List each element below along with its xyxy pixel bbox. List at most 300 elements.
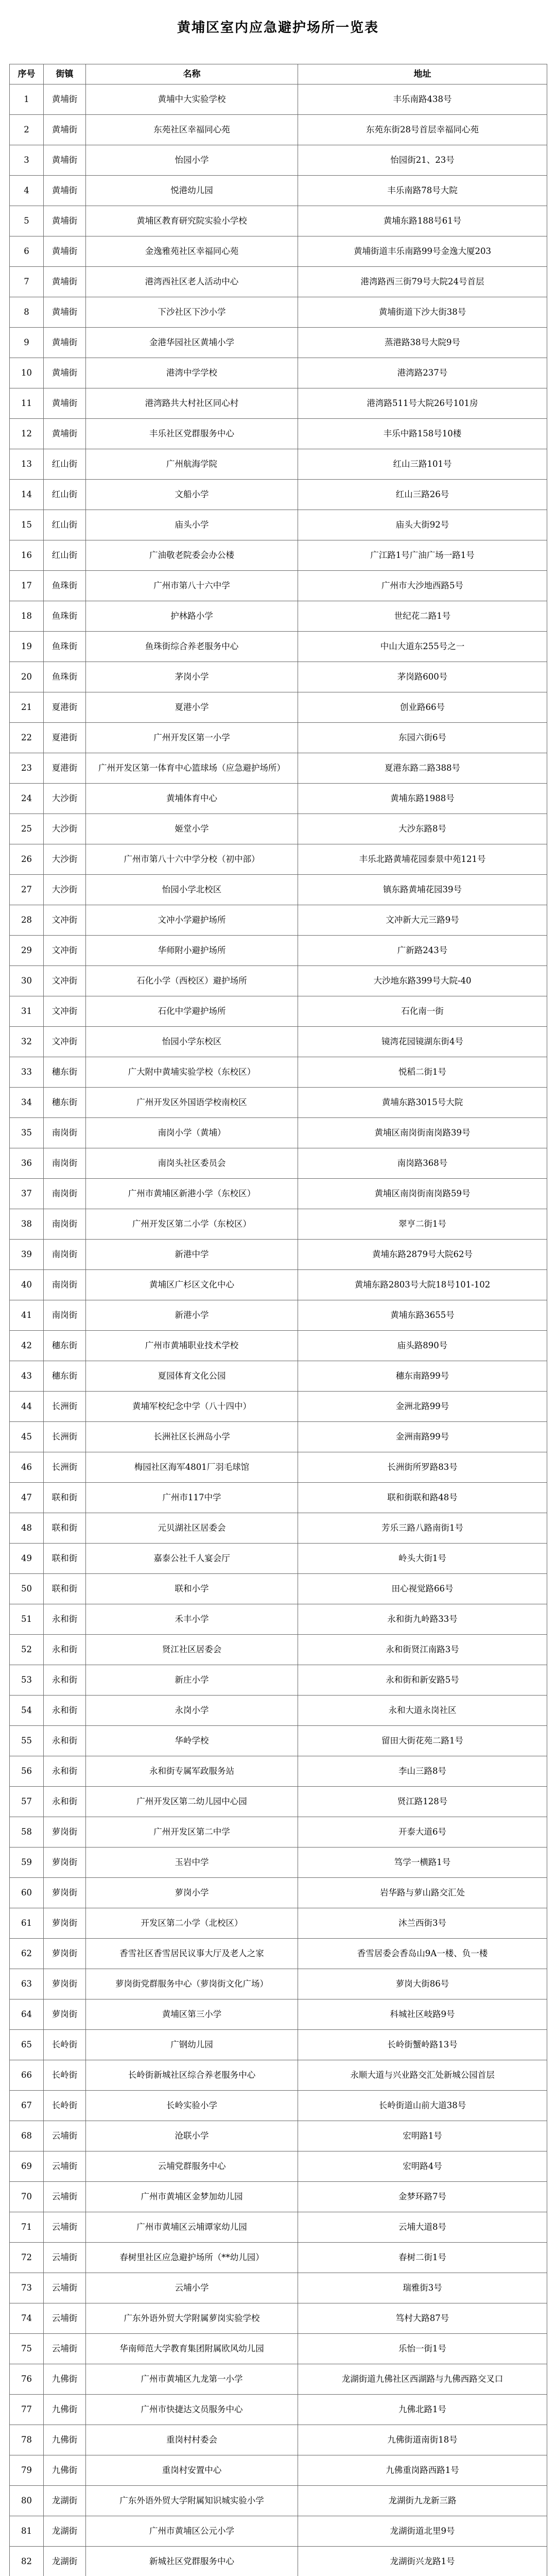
table-row xyxy=(10,1148,547,1179)
cell-street: 云埔街 xyxy=(44,2273,86,2303)
table-row xyxy=(10,1179,547,1209)
table-row xyxy=(10,297,547,328)
cell-name: 云埔小学 xyxy=(86,2273,298,2303)
cell-no: 39 xyxy=(10,1240,44,1270)
cell-name: 新庄小学 xyxy=(86,1665,298,1696)
cell-name: 下沙社区下沙小学 xyxy=(86,297,298,328)
cell-name: 华南师范大学教育集团附属欧风幼儿园 xyxy=(86,2334,298,2364)
cell-address: 港湾路237号 xyxy=(298,358,547,388)
cell-street: 长洲街 xyxy=(44,1422,86,1452)
table-row xyxy=(10,236,547,267)
cell-name: 夏港小学 xyxy=(86,692,298,723)
cell-address: 永顺大道与兴业路交汇处新城公园首层 xyxy=(298,2060,547,2091)
cell-street: 长岭街 xyxy=(44,2091,86,2121)
header-address: 地址 xyxy=(298,64,547,84)
table-row xyxy=(10,1088,547,1118)
cell-address: 瑞雅街3号 xyxy=(298,2273,547,2303)
cell-address: 黄埔东路2803号大院18号101-102 xyxy=(298,1270,547,1300)
cell-no: 77 xyxy=(10,2395,44,2425)
cell-address: 东苑东街28号首层幸福同心苑 xyxy=(298,115,547,145)
cell-name: 黄埔区第三小学 xyxy=(86,1999,298,2030)
cell-name: 广州市黄埔区云埔谭家幼儿园 xyxy=(86,2212,298,2243)
cell-no: 50 xyxy=(10,1574,44,1604)
cell-address: 乐怡一街1号 xyxy=(298,2334,547,2364)
cell-no: 47 xyxy=(10,1483,44,1513)
cell-name: 文船小学 xyxy=(86,480,298,510)
table-row xyxy=(10,753,547,784)
table-row xyxy=(10,540,547,571)
cell-no: 49 xyxy=(10,1544,44,1574)
cell-name: 新港中学 xyxy=(86,1240,298,1270)
table-row xyxy=(10,1452,547,1483)
cell-no: 34 xyxy=(10,1088,44,1118)
cell-name: 开发区第二小学（北校区） xyxy=(86,1908,298,1939)
cell-address: 石化南一街 xyxy=(298,996,547,1027)
cell-no: 74 xyxy=(10,2303,44,2334)
table-row xyxy=(10,449,547,480)
cell-street: 鱼珠街 xyxy=(44,571,86,601)
cell-no: 75 xyxy=(10,2334,44,2364)
cell-no: 58 xyxy=(10,1817,44,1848)
table-row xyxy=(10,1483,547,1513)
table-row xyxy=(10,510,547,540)
cell-address: 芳乐三路八路南街1号 xyxy=(298,1513,547,1544)
table-row xyxy=(10,844,547,875)
cell-street: 九佛街 xyxy=(44,2364,86,2395)
cell-no: 8 xyxy=(10,297,44,328)
cell-address: 创业路66号 xyxy=(298,692,547,723)
table-row xyxy=(10,2212,547,2243)
cell-street: 黄埔街 xyxy=(44,388,86,419)
cell-street: 黄埔街 xyxy=(44,267,86,297)
cell-street: 红山街 xyxy=(44,510,86,540)
cell-street: 红山街 xyxy=(44,480,86,510)
cell-no: 67 xyxy=(10,2091,44,2121)
table-row xyxy=(10,996,547,1027)
cell-no: 19 xyxy=(10,632,44,662)
cell-address: 中山大道东255号之一 xyxy=(298,632,547,662)
cell-no: 24 xyxy=(10,784,44,814)
cell-no: 18 xyxy=(10,601,44,632)
cell-address: 笃村大路87号 xyxy=(298,2303,547,2334)
cell-name: 重岗村村委会 xyxy=(86,2425,298,2455)
table-row xyxy=(10,2121,547,2151)
cell-no: 37 xyxy=(10,1179,44,1209)
table-row xyxy=(10,1848,547,1878)
cell-no: 15 xyxy=(10,510,44,540)
cell-no: 21 xyxy=(10,692,44,723)
cell-street: 大沙街 xyxy=(44,784,86,814)
header-no: 序号 xyxy=(10,64,44,84)
cell-address: 黄埔区南岗街南岗路39号 xyxy=(298,1118,547,1148)
table-row xyxy=(10,1878,547,1908)
cell-no: 4 xyxy=(10,176,44,206)
cell-street: 鱼珠街 xyxy=(44,632,86,662)
cell-no: 61 xyxy=(10,1908,44,1939)
table-row xyxy=(10,936,547,966)
cell-address: 永和街贤江南路3号 xyxy=(298,1635,547,1665)
cell-street: 龙湖街 xyxy=(44,2486,86,2516)
cell-no: 79 xyxy=(10,2455,44,2486)
table-row xyxy=(10,1422,547,1452)
cell-address: 广江路1号广油广场一路1号 xyxy=(298,540,547,571)
cell-no: 30 xyxy=(10,966,44,996)
cell-name: 石化中学避护场所 xyxy=(86,996,298,1027)
cell-name: 永岗小学 xyxy=(86,1696,298,1726)
cell-address: 镜湾花园镜湖东街4号 xyxy=(298,1027,547,1057)
cell-street: 萝岗街 xyxy=(44,1999,86,2030)
cell-street: 文冲街 xyxy=(44,905,86,936)
cell-name: 梅园社区海军4801厂羽毛球馆 xyxy=(86,1452,298,1483)
table-row xyxy=(10,1057,547,1088)
cell-name: 金港华园社区黄埔小学 xyxy=(86,328,298,358)
table-row xyxy=(10,2303,547,2334)
table-row xyxy=(10,388,547,419)
cell-address: 龙湖街兴龙路1号 xyxy=(298,2547,547,2576)
cell-name: 广州开发区第一小学 xyxy=(86,723,298,753)
cell-address: 丰乐南路78号大院 xyxy=(298,176,547,206)
table-row xyxy=(10,1544,547,1574)
cell-street: 南岗街 xyxy=(44,1209,86,1240)
cell-address: 黄埔东路1988号 xyxy=(298,784,547,814)
cell-no: 59 xyxy=(10,1848,44,1878)
cell-address: 穗东南路99号 xyxy=(298,1361,547,1392)
cell-address: 黄埔区南岗街南岗路59号 xyxy=(298,1179,547,1209)
cell-street: 夏港街 xyxy=(44,723,86,753)
cell-address: 黄埔街道丰乐南路99号金逸大厦203 xyxy=(298,236,547,267)
cell-name: 怡园小学东校区 xyxy=(86,1027,298,1057)
cell-no: 51 xyxy=(10,1604,44,1635)
cell-street: 萝岗街 xyxy=(44,1939,86,1969)
cell-address: 金梦环路7号 xyxy=(298,2182,547,2212)
cell-address: 贤江路128号 xyxy=(298,1787,547,1817)
cell-address: 云埔大道8号 xyxy=(298,2212,547,2243)
cell-no: 10 xyxy=(10,358,44,388)
cell-name: 护林路小学 xyxy=(86,601,298,632)
table-row xyxy=(10,723,547,753)
cell-no: 16 xyxy=(10,540,44,571)
cell-name: 重岗村安置中心 xyxy=(86,2455,298,2486)
cell-no: 62 xyxy=(10,1939,44,1969)
cell-street: 黄埔街 xyxy=(44,145,86,176)
cell-address: 大沙东路8号 xyxy=(298,814,547,844)
cell-street: 南岗街 xyxy=(44,1179,86,1209)
cell-street: 黄埔街 xyxy=(44,206,86,236)
table-row xyxy=(10,176,547,206)
cell-street: 云埔街 xyxy=(44,2334,86,2364)
cell-no: 57 xyxy=(10,1787,44,1817)
table-row xyxy=(10,2273,547,2303)
cell-street: 黄埔街 xyxy=(44,328,86,358)
cell-no: 45 xyxy=(10,1422,44,1452)
cell-address: 港湾路511号大院26号101房 xyxy=(298,388,547,419)
table-row xyxy=(10,1817,547,1848)
cell-name: 港湾中学学校 xyxy=(86,358,298,388)
cell-street: 永和街 xyxy=(44,1604,86,1635)
cell-name: 广州市黄埔职业技术学校 xyxy=(86,1331,298,1361)
cell-no: 20 xyxy=(10,662,44,692)
cell-street: 穗东街 xyxy=(44,1057,86,1088)
table-row xyxy=(10,2425,547,2455)
cell-street: 文冲街 xyxy=(44,966,86,996)
cell-street: 萝岗街 xyxy=(44,1969,86,1999)
table-row xyxy=(10,632,547,662)
cell-no: 71 xyxy=(10,2212,44,2243)
cell-no: 48 xyxy=(10,1513,44,1544)
cell-name: 夏园体育文化公园 xyxy=(86,1361,298,1392)
cell-no: 80 xyxy=(10,2486,44,2516)
cell-name: 姬堂小学 xyxy=(86,814,298,844)
table-row xyxy=(10,1726,547,1756)
cell-name: 南岗小学（黄埔） xyxy=(86,1118,298,1148)
cell-street: 鱼珠街 xyxy=(44,601,86,632)
cell-address: 港湾路西三街79号大院24号首层 xyxy=(298,267,547,297)
cell-name: 广州开发区第二小学（东校区） xyxy=(86,1209,298,1240)
cell-street: 九佛街 xyxy=(44,2395,86,2425)
cell-address: 红山三路101号 xyxy=(298,449,547,480)
table-body xyxy=(10,84,547,2576)
cell-name: 广州开发区第二幼儿园中心园 xyxy=(86,1787,298,1817)
cell-no: 55 xyxy=(10,1726,44,1756)
cell-street: 长岭街 xyxy=(44,2060,86,2091)
cell-name: 文冲小学避护场所 xyxy=(86,905,298,936)
cell-name: 永和街专属军政服务站 xyxy=(86,1756,298,1787)
cell-address: 蒸港路38号大院9号 xyxy=(298,328,547,358)
cell-address: 龙湖街道北里9号 xyxy=(298,2516,547,2547)
table-row xyxy=(10,2091,547,2121)
header-street: 街镇 xyxy=(44,64,86,84)
table-row xyxy=(10,1939,547,1969)
cell-no: 2 xyxy=(10,115,44,145)
cell-no: 33 xyxy=(10,1057,44,1088)
cell-street: 黄埔街 xyxy=(44,419,86,449)
cell-name: 鱼珠街综合养老服务中心 xyxy=(86,632,298,662)
cell-no: 53 xyxy=(10,1665,44,1696)
table-row xyxy=(10,1392,547,1422)
cell-street: 萝岗街 xyxy=(44,1817,86,1848)
cell-no: 70 xyxy=(10,2182,44,2212)
cell-street: 黄埔街 xyxy=(44,297,86,328)
cell-street: 云埔街 xyxy=(44,2212,86,2243)
cell-name: 广州市黄埔区九龙第一小学 xyxy=(86,2364,298,2395)
table-row xyxy=(10,1604,547,1635)
cell-name: 广州市黄埔区金梦加幼儿园 xyxy=(86,2182,298,2212)
page-title: 黄埔区室内应急避护场所一览表 xyxy=(177,20,379,36)
cell-street: 夏港街 xyxy=(44,753,86,784)
cell-no: 31 xyxy=(10,996,44,1027)
cell-street: 南岗街 xyxy=(44,1300,86,1331)
cell-address: 黄埔东路3015号大院 xyxy=(298,1088,547,1118)
cell-name: 长岭街新城社区综合养老服务中心 xyxy=(86,2060,298,2091)
cell-no: 29 xyxy=(10,936,44,966)
cell-street: 穗东街 xyxy=(44,1088,86,1118)
cell-street: 南岗街 xyxy=(44,1270,86,1300)
cell-address: 黄埔东路2879号大院62号 xyxy=(298,1240,547,1270)
cell-name: 禾丰小学 xyxy=(86,1604,298,1635)
cell-address: 东园六街6号 xyxy=(298,723,547,753)
cell-name: 港湾路共大村社区同心村 xyxy=(86,388,298,419)
table-row xyxy=(10,1027,547,1057)
table-row xyxy=(10,419,547,449)
cell-street: 联和街 xyxy=(44,1483,86,1513)
cell-no: 63 xyxy=(10,1969,44,1999)
cell-name: 庙头小学 xyxy=(86,510,298,540)
cell-address: 庙头路890号 xyxy=(298,1331,547,1361)
cell-street: 南岗街 xyxy=(44,1148,86,1179)
table-row xyxy=(10,1969,547,1999)
cell-street: 永和街 xyxy=(44,1635,86,1665)
table-row xyxy=(10,1756,547,1787)
cell-address: 金洲北路99号 xyxy=(298,1392,547,1422)
cell-name: 广东外语外贸大学附属知识城实验小学 xyxy=(86,2486,298,2516)
cell-no: 35 xyxy=(10,1118,44,1148)
cell-address: 萝岗大街86号 xyxy=(298,1969,547,1999)
cell-no: 82 xyxy=(10,2547,44,2576)
table-row xyxy=(10,2395,547,2425)
cell-no: 22 xyxy=(10,723,44,753)
cell-name: 南岗头社区委员会 xyxy=(86,1148,298,1179)
cell-no: 73 xyxy=(10,2273,44,2303)
cell-address: 龙湖街道九佛社区西湖路与九佛西路交叉口 xyxy=(298,2364,547,2395)
table-row xyxy=(10,115,547,145)
table-row xyxy=(10,784,547,814)
cell-no: 11 xyxy=(10,388,44,419)
table-row xyxy=(10,814,547,844)
cell-street: 南岗街 xyxy=(44,1118,86,1148)
cell-address: 沐兰西街3号 xyxy=(298,1908,547,1939)
cell-address: 李山三路8号 xyxy=(298,1756,547,1787)
table-row xyxy=(10,2060,547,2091)
table-row xyxy=(10,2486,547,2516)
cell-address: 九佛街道南街18号 xyxy=(298,2425,547,2455)
cell-name: 沧联小学 xyxy=(86,2121,298,2151)
cell-no: 32 xyxy=(10,1027,44,1057)
cell-address: 文冲新大元三路9号 xyxy=(298,905,547,936)
cell-street: 红山街 xyxy=(44,449,86,480)
cell-address: 庙头大街92号 xyxy=(298,510,547,540)
cell-no: 40 xyxy=(10,1270,44,1300)
cell-address: 九佛北路1号 xyxy=(298,2395,547,2425)
cell-address: 世纪花二路1号 xyxy=(298,601,547,632)
cell-name: 广州航海学院 xyxy=(86,449,298,480)
cell-no: 64 xyxy=(10,1999,44,2030)
cell-no: 81 xyxy=(10,2516,44,2547)
cell-name: 广大附中黄埔实验学校（东校区） xyxy=(86,1057,298,1088)
cell-street: 文冲街 xyxy=(44,936,86,966)
cell-name: 广州市第八十六中学分校（初中部） xyxy=(86,844,298,875)
cell-no: 13 xyxy=(10,449,44,480)
cell-no: 54 xyxy=(10,1696,44,1726)
cell-address: 翠亨二街1号 xyxy=(298,1209,547,1240)
cell-no: 60 xyxy=(10,1878,44,1908)
cell-name: 黄埔中大实验学校 xyxy=(86,84,298,115)
cell-name: 广州市黄埔区公元小学 xyxy=(86,2516,298,2547)
table-row xyxy=(10,2547,547,2576)
cell-name: 丰乐社区党群服务中心 xyxy=(86,419,298,449)
table-row xyxy=(10,1665,547,1696)
table-row xyxy=(10,692,547,723)
cell-no: 7 xyxy=(10,267,44,297)
cell-no: 6 xyxy=(10,236,44,267)
cell-street: 萝岗街 xyxy=(44,1878,86,1908)
cell-name: 怡园小学北校区 xyxy=(86,875,298,905)
cell-name: 嘉泰公社千人宴会厅 xyxy=(86,1544,298,1574)
cell-name: 广州市第八十六中学 xyxy=(86,571,298,601)
cell-street: 文冲街 xyxy=(44,1027,86,1057)
cell-street: 永和街 xyxy=(44,1726,86,1756)
cell-address: 黄埔街道下沙大街38号 xyxy=(298,297,547,328)
table-row xyxy=(10,1118,547,1148)
cell-name: 东苑社区幸福同心苑 xyxy=(86,115,298,145)
cell-address: 联和街联和路48号 xyxy=(298,1483,547,1513)
cell-address: 永和大道永岗社区 xyxy=(298,1696,547,1726)
cell-street: 穗东街 xyxy=(44,1331,86,1361)
table-row xyxy=(10,2030,547,2060)
cell-street: 九佛街 xyxy=(44,2425,86,2455)
cell-address: 春树二街1号 xyxy=(298,2243,547,2273)
cell-no: 78 xyxy=(10,2425,44,2455)
table-row xyxy=(10,1300,547,1331)
cell-no: 28 xyxy=(10,905,44,936)
cell-no: 65 xyxy=(10,2030,44,2060)
cell-name: 新城社区党群服务中心 xyxy=(86,2547,298,2576)
cell-address: 长岭街道山前大道38号 xyxy=(298,2091,547,2121)
cell-street: 云埔街 xyxy=(44,2182,86,2212)
cell-street: 鱼珠街 xyxy=(44,662,86,692)
cell-address: 九佛重岗路西路1号 xyxy=(298,2455,547,2486)
cell-street: 联和街 xyxy=(44,1574,86,1604)
table-row xyxy=(10,2334,547,2364)
cell-street: 大沙街 xyxy=(44,814,86,844)
cell-address: 田心视觉路66号 xyxy=(298,1574,547,1604)
cell-address: 红山三路26号 xyxy=(298,480,547,510)
cell-street: 云埔街 xyxy=(44,2243,86,2273)
table-row xyxy=(10,2151,547,2182)
cell-address: 开泰大道6号 xyxy=(298,1817,547,1848)
cell-address: 丰乐北路黄埔花园泰景中苑121号 xyxy=(298,844,547,875)
cell-street: 长洲街 xyxy=(44,1452,86,1483)
cell-street: 龙湖街 xyxy=(44,2547,86,2576)
cell-name: 萝岗街党群服务中心（萝岗街文化广场） xyxy=(86,1969,298,1999)
cell-address: 悦稻二街1号 xyxy=(298,1057,547,1088)
table-row xyxy=(10,328,547,358)
cell-name: 广州市黄埔区新港小学（东校区） xyxy=(86,1179,298,1209)
table-row xyxy=(10,1635,547,1665)
cell-no: 44 xyxy=(10,1392,44,1422)
cell-no: 66 xyxy=(10,2060,44,2091)
cell-no: 52 xyxy=(10,1635,44,1665)
cell-name: 广州开发区第二中学 xyxy=(86,1817,298,1848)
cell-name: 华师附小避护场所 xyxy=(86,936,298,966)
cell-no: 38 xyxy=(10,1209,44,1240)
table-row xyxy=(10,206,547,236)
cell-no: 25 xyxy=(10,814,44,844)
cell-no: 26 xyxy=(10,844,44,875)
cell-no: 46 xyxy=(10,1452,44,1483)
cell-no: 23 xyxy=(10,753,44,784)
cell-address: 香雪居委会香岛山9A一楼、负一楼 xyxy=(298,1939,547,1969)
cell-street: 黄埔街 xyxy=(44,115,86,145)
cell-address: 岭头大街1号 xyxy=(298,1544,547,1574)
cell-no: 3 xyxy=(10,145,44,176)
cell-address: 笃学一横路1号 xyxy=(298,1848,547,1878)
cell-address: 丰乐南路438号 xyxy=(298,84,547,115)
table-row xyxy=(10,1787,547,1817)
cell-address: 长岭街蟹岭路13号 xyxy=(298,2030,547,2060)
cell-name: 广州开发区第一体育中心篮球场（应急避护场所） xyxy=(86,753,298,784)
cell-name: 长岭实验小学 xyxy=(86,2091,298,2121)
cell-name: 金逸雅苑社区幸福同心苑 xyxy=(86,236,298,267)
